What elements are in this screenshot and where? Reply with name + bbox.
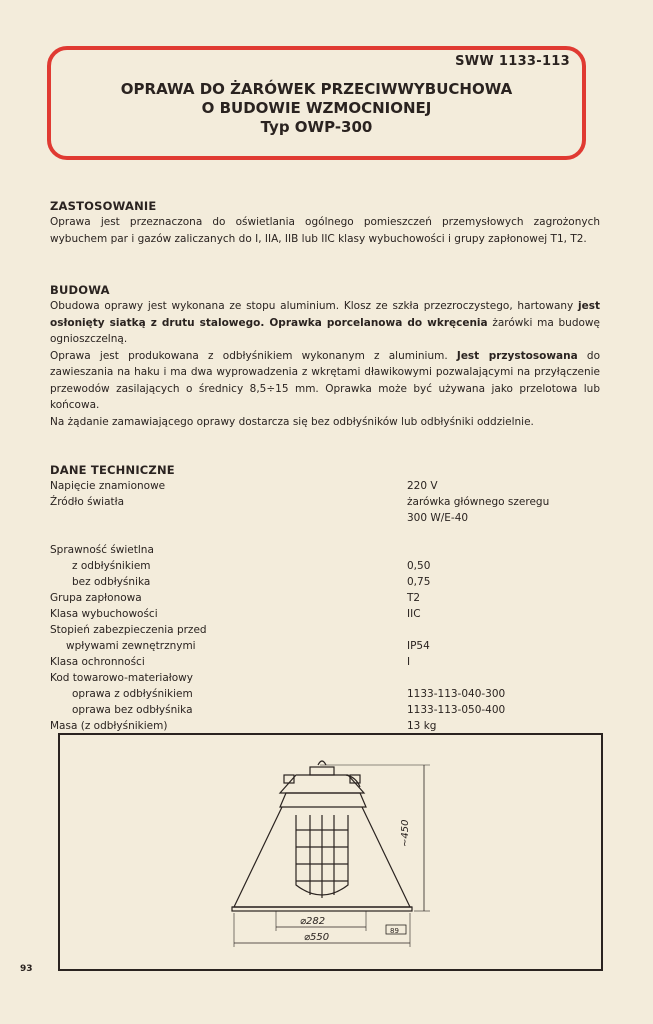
spec-row bbox=[50, 542, 600, 558]
spec-label: Masa (z odbłyśnikiem) bbox=[50, 720, 168, 732]
text-run: Obudowa oprawy jest wykonana ze stopu aluminium. Klosz ze szkła przezroczystego, hartowany bbox=[50, 300, 578, 312]
stamp-label: 89 bbox=[390, 927, 399, 935]
spec-label: Klasa wybuchowości bbox=[50, 608, 158, 620]
section-heading: DANE TECHNICZNE bbox=[50, 463, 175, 477]
section-dane-techniczne bbox=[50, 462, 600, 734]
diameter-282-label: ⌀282 bbox=[300, 916, 326, 927]
spec-value: T2 bbox=[407, 592, 421, 604]
spec-label: wpływami zewnętrznymi bbox=[66, 640, 196, 652]
text-run-bold: Jest przystosowana bbox=[456, 349, 578, 362]
spec-row bbox=[50, 558, 600, 574]
spec-label: Stopień zabezpieczenia przed bbox=[50, 624, 207, 636]
spec-value: 1133-113-050-400 bbox=[407, 704, 506, 716]
spec-row bbox=[50, 478, 600, 494]
spec-value: 0,50 bbox=[407, 560, 431, 572]
paragraph-3: Na żądanie zamawiającego oprawy dostarcza się bez odbłyśników lub odbłyśniki oddzielnie. bbox=[50, 415, 534, 428]
hook-shape bbox=[318, 761, 326, 765]
spec-label: bez odbłyśnika bbox=[72, 576, 151, 588]
title-type: Typ OWP-300 bbox=[260, 118, 373, 136]
section-heading: ZASTOSOWANIE bbox=[50, 199, 157, 213]
section-heading: BUDOWA bbox=[50, 283, 110, 297]
spec-label: Napięcie znamionowe bbox=[50, 480, 166, 492]
spec-label: Kod towarowo-materiałowy bbox=[50, 672, 193, 684]
standard-code: SWW 1133-113 bbox=[455, 54, 570, 69]
spec-value: żarówka głównego szeregu bbox=[407, 496, 550, 508]
text-run: żarówki ma budowę ognioszczelną. bbox=[50, 316, 600, 345]
document-title bbox=[51, 80, 582, 137]
lamp-drawing-svg bbox=[60, 735, 601, 969]
diameter-550-label: ⌀550 bbox=[304, 932, 330, 943]
title-line-1: OPRAWA DO ŻARÓWEK PRZECIWWYBUCHOWA bbox=[120, 80, 513, 98]
spec-row bbox=[50, 718, 600, 734]
spec-row bbox=[50, 494, 600, 510]
text-run: do zawieszania na haku i ma dwa wyprowadzenia z wkrętami dławikowymi pozwalającymi na przyłączenie przewodów zasilających o średnicy 8,5÷15 mm. Oprawka może być używana jako przelotowa lub końcowa. bbox=[50, 349, 600, 411]
spec-value: IIC bbox=[407, 608, 421, 620]
paragraph-1 bbox=[50, 298, 600, 348]
spec-label: Sprawność świetlna bbox=[50, 544, 154, 556]
spec-label: oprawa bez odbłyśnika bbox=[72, 704, 193, 716]
spec-row bbox=[50, 574, 600, 590]
spec-value: I bbox=[407, 656, 411, 668]
spec-row bbox=[50, 510, 600, 526]
spec-row bbox=[50, 590, 600, 606]
spec-value: 13 kg bbox=[407, 720, 437, 732]
spec-label: z odbłyśnikiem bbox=[72, 560, 151, 572]
housing-neck bbox=[280, 793, 366, 807]
spec-row bbox=[50, 606, 600, 622]
spec-row bbox=[50, 638, 600, 654]
spec-row bbox=[50, 686, 600, 702]
top-cap bbox=[310, 767, 334, 775]
text-run-bold: jest osłonięty siatką z drutu stalowego. Oprawka porcelanowa do wkręcenia bbox=[50, 300, 600, 329]
paragraph-2 bbox=[50, 348, 600, 414]
spec-row bbox=[50, 702, 600, 718]
page-number: 93 bbox=[20, 964, 33, 974]
spec-value: IP54 bbox=[407, 640, 430, 652]
header-box bbox=[47, 46, 586, 160]
title-line-2: O BUDOWIE WZMOCNIONEJ bbox=[201, 99, 432, 117]
section-text: Oprawa jest przeznaczona do oświetlania ogólnego pomieszczeń przemysłowych zagrożonych wybuchem par i gazów zaliczanych do I, IIA, IIB lub IIC klasy wybuchowości i grupy zapłonowej T1, T2. bbox=[50, 216, 600, 245]
height-dimension-label: ~450 bbox=[400, 819, 411, 847]
section-zastosowanie bbox=[50, 198, 600, 247]
spec-label: Grupa zapłonowa bbox=[50, 592, 142, 604]
spec-value: 220 V bbox=[407, 480, 438, 492]
spec-value: 1133-113-040-300 bbox=[407, 688, 506, 700]
spec-row bbox=[50, 670, 600, 686]
spec-value: 300 W/E-40 bbox=[407, 512, 469, 524]
spec-value: 0,75 bbox=[407, 576, 431, 588]
spec-table bbox=[50, 478, 600, 734]
spec-row bbox=[50, 622, 600, 638]
spec-label: oprawa z odbłyśnikiem bbox=[72, 688, 193, 700]
spec-label: Źródło światła bbox=[50, 496, 125, 508]
upper-housing bbox=[280, 775, 364, 793]
text-run: Oprawa jest produkowana z odbłyśnikiem wykonanym z aluminium. bbox=[50, 349, 457, 362]
spec-row bbox=[50, 654, 600, 670]
spec-row bbox=[50, 526, 600, 542]
rim-band bbox=[232, 907, 412, 911]
section-budowa bbox=[50, 282, 600, 430]
technical-drawing bbox=[58, 733, 603, 971]
spec-label: Klasa ochronności bbox=[50, 656, 145, 668]
